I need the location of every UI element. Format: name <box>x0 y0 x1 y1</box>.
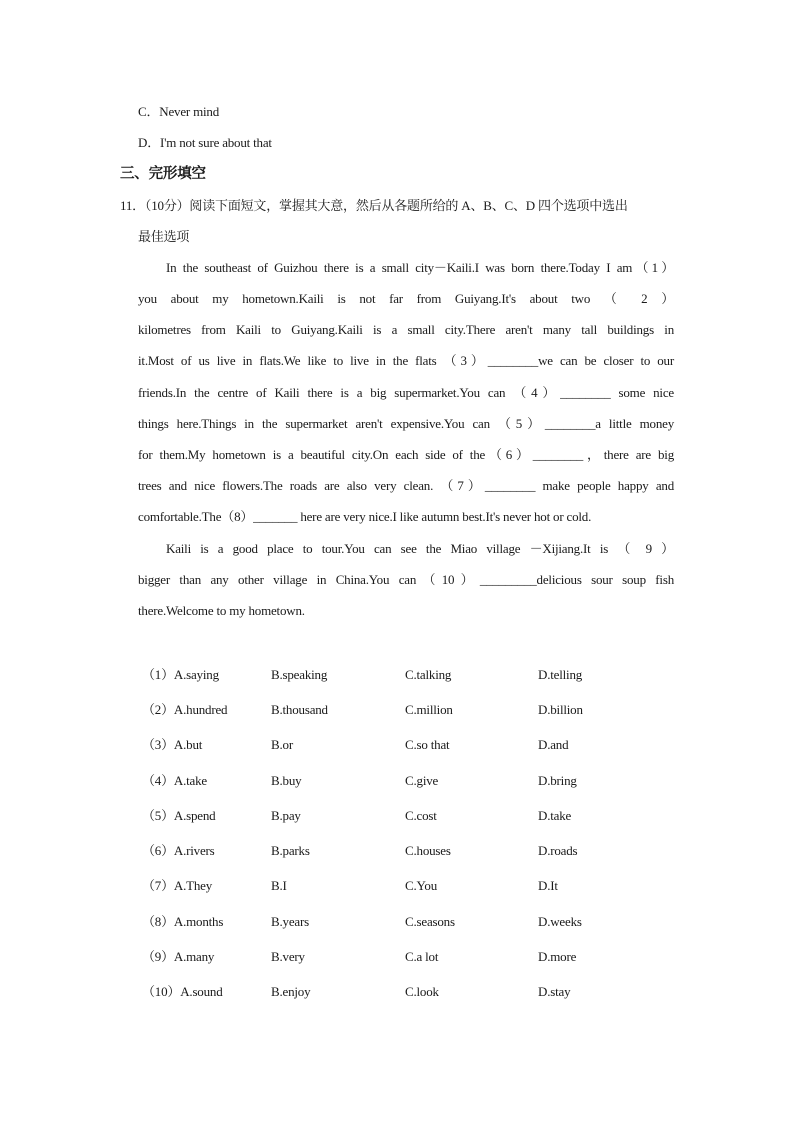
passage-line: things here.Things in the supermarket aren't expensive.You can （5）________a little money <box>138 416 674 431</box>
option-a: （8）A.months <box>142 914 224 929</box>
option-b: B.enjoy <box>271 984 311 999</box>
option-d: D.stay <box>538 984 571 999</box>
section-title: 三、完形填空 <box>120 166 206 182</box>
option-b: B.parks <box>271 843 310 858</box>
option-b: B.speaking <box>271 667 328 682</box>
option-d: D.weeks <box>538 914 582 929</box>
option-c: C.million <box>405 702 453 717</box>
option-row <box>0 948 794 966</box>
option-b: B.or <box>271 737 293 752</box>
option-a: （9）A.many <box>142 949 215 964</box>
option-row <box>0 807 794 825</box>
question-intro-cont: 最佳选项 <box>138 229 190 244</box>
option-row <box>0 736 794 754</box>
option-b: B.thousand <box>271 702 328 717</box>
passage-line: there.Welcome to my hometown. <box>138 603 305 618</box>
passage-line: kilometres from Kaili to Guiyang.Kaili is a small city.There aren't many tall buildings in <box>138 322 674 337</box>
prev-option-c: C．Never mind <box>138 104 220 119</box>
option-row <box>0 701 794 719</box>
option-a: （7）A.They <box>142 878 213 893</box>
option-b: B.very <box>271 949 305 964</box>
option-row <box>0 666 794 684</box>
option-row <box>0 913 794 931</box>
option-a: （2）A.hundred <box>142 702 228 717</box>
option-a: （10）A.sound <box>142 984 223 999</box>
option-c: C.talking <box>405 667 452 682</box>
option-row <box>0 877 794 895</box>
option-d: D.more <box>538 949 577 964</box>
option-a: （4）A.take <box>142 773 207 788</box>
option-b: B.I <box>271 878 287 893</box>
question-intro: 11．（10分）阅读下面短文，掌握其大意，然后从各题所给的 A、B、C、D 四个选项中选出 <box>120 198 628 213</box>
option-a: （3）A.but <box>142 737 203 752</box>
option-b: B.years <box>271 914 309 929</box>
option-c: C.seasons <box>405 914 455 929</box>
option-a: （6）A.rivers <box>142 843 215 858</box>
option-d: D.and <box>538 737 569 752</box>
option-row <box>0 842 794 860</box>
option-c: C.give <box>405 773 439 788</box>
option-d: D.bring <box>538 773 577 788</box>
option-c: C.look <box>405 984 439 999</box>
passage-line: for them.My hometown is a beautiful city.On each side of the（6）________，there are big <box>138 447 674 462</box>
option-d: D.telling <box>538 667 583 682</box>
passage-line: comfortable.The（8）_______ here are very nice.I like autumn best.It's never hot or cold. <box>138 509 592 524</box>
prev-option-d: D．I'm not sure about that <box>138 135 272 150</box>
passage-line: friends.In the centre of Kaili there is a big supermarket.You can （4）________ some nice <box>138 385 674 400</box>
passage-line: bigger than any other village in China.You can（10）_________delicious sour soup fish <box>138 572 674 587</box>
option-c: C.cost <box>405 808 437 823</box>
option-row <box>0 772 794 790</box>
option-b: B.pay <box>271 808 301 823</box>
option-a: （5）A.spend <box>142 808 216 823</box>
option-c: C.so that <box>405 737 450 752</box>
passage-line: you about my hometown.Kaili is not far from Guiyang.It's about two （ 2 ） <box>138 291 674 306</box>
passage-line: trees and nice flowers.The roads are also very clean. （7）________ make people happy and <box>138 478 674 493</box>
option-c: C.a lot <box>405 949 439 964</box>
option-d: D.roads <box>538 843 578 858</box>
option-d: D.billion <box>538 702 583 717</box>
passage-line: In the southeast of Guizhou there is a small city－Kaili.I was born there.Today I am（1） <box>166 260 674 275</box>
option-row <box>0 983 794 1001</box>
option-d: D.take <box>538 808 572 823</box>
passage-line: it.Most of us live in flats.We like to live in the flats （3）________we can be closer to our <box>138 353 674 368</box>
option-c: C.houses <box>405 843 451 858</box>
option-c: C.You <box>405 878 438 893</box>
option-d: D.It <box>538 878 558 893</box>
option-b: B.buy <box>271 773 302 788</box>
option-a: （1）A.saying <box>142 667 219 682</box>
passage-line: Kaili is a good place to tour.You can see the Miao village －Xijiang.It is （ 9 ） <box>166 541 674 556</box>
